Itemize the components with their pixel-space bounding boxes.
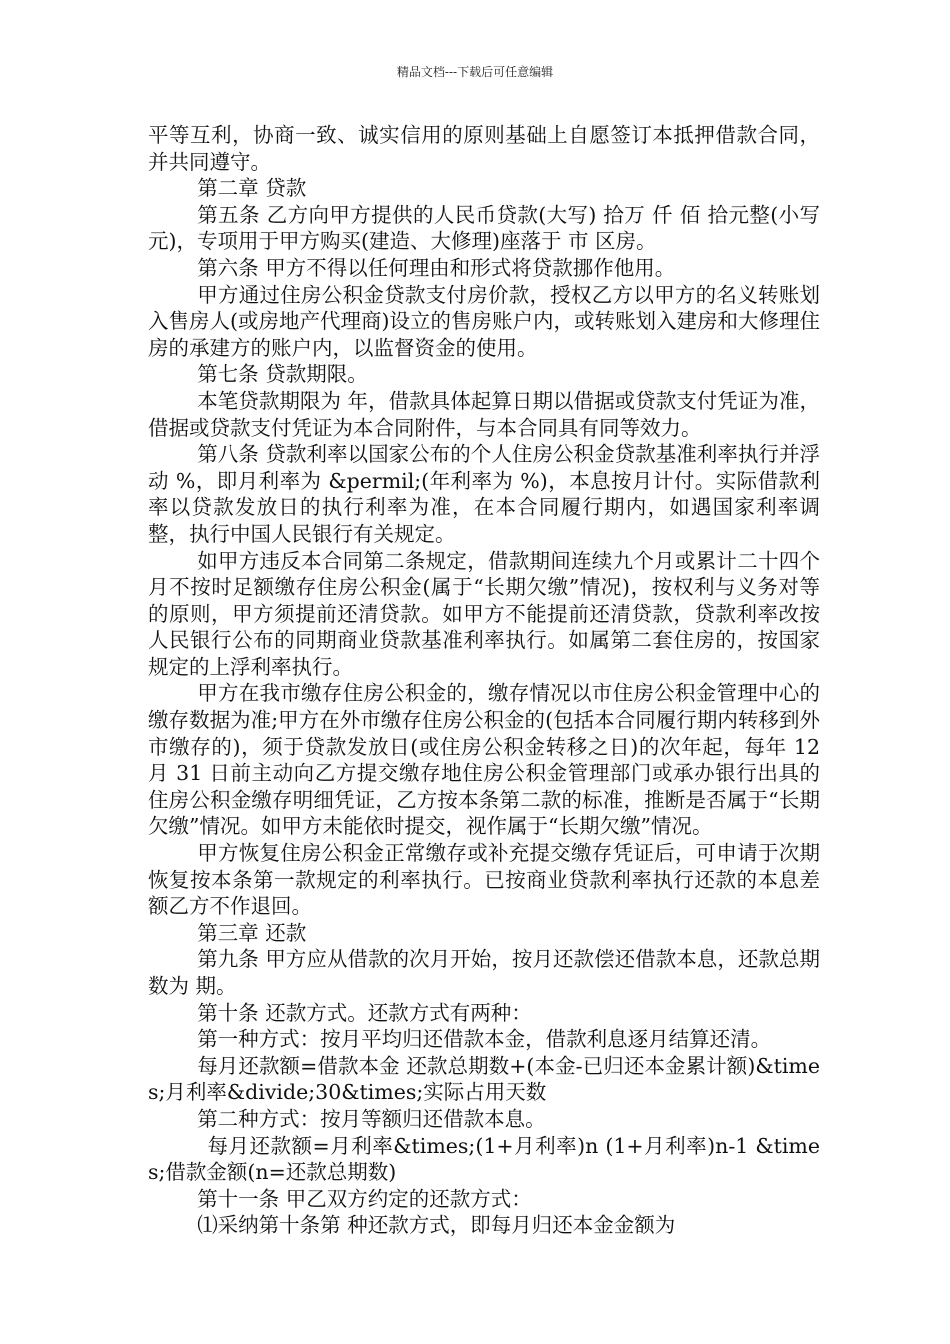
- paragraph: 甲方恢复住房公积金正常缴存或补充提交缴存凭证后，可申请于次期恢复按本条第一款规定的利率执行。已按商业贷款利率执行还款的本息差额乙方不作退回。: [148, 841, 820, 919]
- paragraph: 第九条 甲方应从借款的次月开始，按月还款偿还借款本息，还款总期数为 期。: [148, 947, 820, 998]
- page-header: 精品文档---下载后可任意编辑: [396, 65, 554, 79]
- paragraph: 甲方通过住房公积金贷款支付房价款，授权乙方以甲方的名义转账划入售房人(或房地产代理商)设立的售房账户内，或转账划入建房和大修理住房的承建方的账户内，以监督资金的使用。: [148, 282, 820, 360]
- paragraph: ⑴采纳第十条第 种还款方式，即每月归还本金金额为: [197, 1213, 676, 1238]
- paragraph: 甲方在我市缴存住房公积金的，缴存情况以市住房公积金管理中心的缴存数据为准;甲方在外市缴存住房公积金的(包括本合同履行期内转移到外市缴存的)，须于贷款发放日(或住房公积金转移之日)的次年起，每年 12 月 31 日前主动向乙方提交缴存地住房公积金管理部门或承办银行出具的住房公积金缴存明细凭证，乙方按本条第二款的标准，推断是否属于“长期欠缴”情况。如甲方未能依时提交，视作属于“长期欠缴”情况。: [148, 681, 827, 839]
- paragraph: 第二章 贷款: [197, 176, 307, 201]
- paragraph: 第二种方式：按月等额归还借款本息。: [197, 1106, 546, 1131]
- paragraph: 本笔贷款期限为 年，借款具体起算日期以借据或贷款支付凭证为准，借据或贷款支付凭证为本合同附件，与本合同具有同等效力。: [148, 388, 820, 440]
- paragraph: 第一种方式：按月平均归还借款本金，借款利息逐月结算还清。: [197, 1027, 772, 1052]
- paragraph: 第五条 乙方向甲方提供的人民币贷款(大写) 拾万 仟 佰 拾元整(小写 元)，专项用于甲方购买(建造、大修理)座落于 市 区房。: [148, 202, 827, 254]
- document-body: [148, 122, 827, 1239]
- paragraph: 每月还款额=月利率&times;(1+月利率)n (1+月利率)n-1 &times;借款金额(n=还款总期数): [148, 1133, 820, 1185]
- paragraph: 第十条 还款方式。还款方式有两种：: [197, 1000, 532, 1025]
- paragraph: 第八条 贷款利率以国家公布的个人住房公积金贷款基准利率执行并浮动 %，即月利率为 &permil;(年利率为 %)，本息按月计付。实际借款利率以贷款发放日的执行利率为准，在本合同履行期内，如遇国家利率调整，执行中国人民银行有关规定。: [148, 442, 820, 546]
- paragraph: 第十一条 甲乙双方约定的还款方式：: [197, 1186, 532, 1211]
- paragraph: 如甲方违反本合同第二条规定，借款期间连续九个月或累计二十四个月不按时足额缴存住房公积金(属于“长期欠缴”情况)，按权利与义务对等的原则，甲方须提前还清贷款。如甲方不能提前还清贷款，贷款利率改按人民银行公布的同期商业贷款基准利率执行。如属第二套住房的，按国家规定的上浮利率执行。: [148, 548, 820, 679]
- paragraph: 第六条 甲方不得以任何理由和形式将贷款挪作他用。: [197, 255, 676, 280]
- paragraph: 平等互利，协商一致、诚实信用的原则基础上自愿签订本抵押借款合同，并共同遵守。: [148, 123, 820, 174]
- paragraph: 第三章 还款: [197, 920, 307, 945]
- paragraph: 每月还款额=借款本金 还款总期数+(本金-已归还本金累计额)&times;月利率&divide;30&times;实际占用天数: [148, 1053, 820, 1105]
- paragraph: 第七条 贷款期限。: [197, 362, 368, 387]
